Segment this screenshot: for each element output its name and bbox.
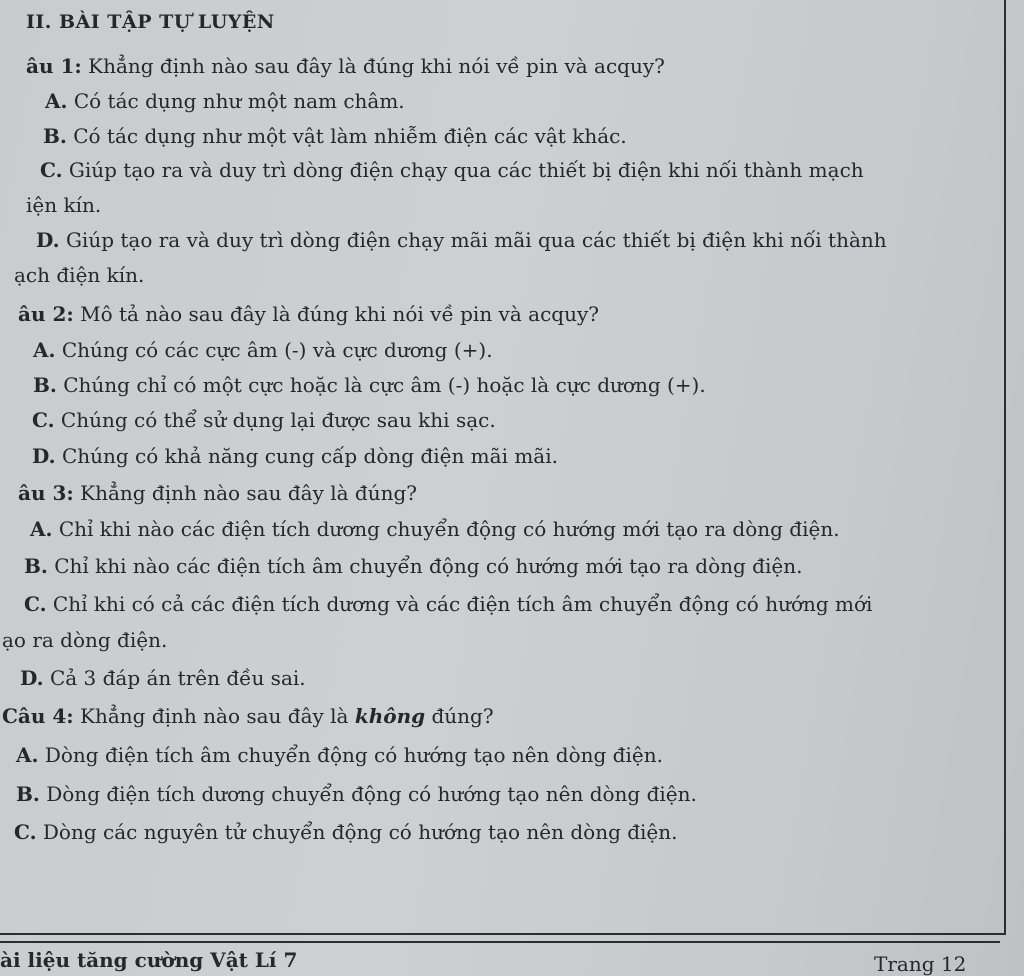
question-4: Câu 4: Khẳng định nào sau đây là không đúng? [2, 704, 494, 728]
question-2-label: âu 2: [18, 302, 74, 326]
question-2-text: Mô tả nào sau đây là đúng khi nói về pin và acquy? [73, 302, 599, 326]
page-border-bottom [0, 933, 1006, 935]
question-3-label: âu 3: [18, 481, 74, 505]
section-heading: II. BÀI TẬP TỰ LUYỆN [26, 11, 275, 33]
question-1-option-d: D. Giúp tạo ra và duy trì dòng điện chạy mãi mãi qua các thiết bị điện khi nối thành [36, 228, 887, 252]
question-3-option-c-continued: ạo ra dòng điện. [2, 628, 168, 652]
footer-page-number: Trang 12 [874, 952, 967, 976]
question-3-option-c: C. Chỉ khi có cả các điện tích dương và các điện tích âm chuyển động có hướng mới [24, 592, 873, 616]
question-1-option-b: B. Có tác dụng như một vật làm nhiễm điện các vật khác. [43, 124, 627, 148]
question-2-option-d: D. Chúng có khả năng cung cấp dòng điện mãi mãi. [32, 444, 558, 468]
footer-divider [0, 941, 1000, 943]
question-3-option-d: D. Cả 3 đáp án trên đều sai. [20, 666, 306, 690]
question-4-emphasis: không [354, 704, 426, 728]
question-1-option-d-continued: ạch điện kín. [14, 263, 145, 287]
question-3-text: Khẳng định nào sau đây là đúng? [73, 481, 418, 505]
question-4-option-b: B. Dòng điện tích dương chuyển động có hướng tạo nên dòng điện. [16, 782, 697, 806]
question-3-option-a: A. Chỉ khi nào các điện tích dương chuyển động có hướng mới tạo ra dòng điện. [30, 517, 840, 541]
page-border-right [1004, 0, 1006, 934]
question-2-option-c: C. Chúng có thể sử dụng lại được sau khi sạc. [32, 408, 496, 432]
question-4-label: Câu 4: [2, 704, 74, 728]
question-4-option-c: C. Dòng các nguyên tử chuyển động có hướng tạo nên dòng điện. [14, 820, 678, 844]
question-1-option-c: C. Giúp tạo ra và duy trì dòng điện chạy qua các thiết bị điện khi nối thành mạch [40, 158, 864, 182]
question-1-text: Khẳng định nào sau đây là đúng khi nói về pin và acquy? [81, 54, 665, 78]
question-2-option-a: A. Chúng có các cực âm (-) và cực dương (+). [33, 338, 493, 362]
footer-title: ài liệu tăng cường Vật Lí 7 [0, 948, 298, 972]
question-2-option-b: B. Chúng chỉ có một cực hoặc là cực âm (-) hoặc là cực dương (+). [33, 373, 706, 397]
question-4-option-a: A. Dòng điện tích âm chuyển động có hướng tạo nên dòng điện. [16, 743, 663, 767]
question-3 [18, 481, 417, 505]
question-1-option-a: A. Có tác dụng như một nam châm. [45, 89, 405, 113]
question-3-option-b: B. Chỉ khi nào các điện tích âm chuyển động có hướng mới tạo ra dòng điện. [24, 554, 803, 578]
question-2 [18, 302, 599, 326]
question-1-label: âu 1: [26, 54, 82, 78]
question-1 [26, 54, 665, 78]
question-1-option-c-continued: iện kín. [26, 193, 102, 217]
